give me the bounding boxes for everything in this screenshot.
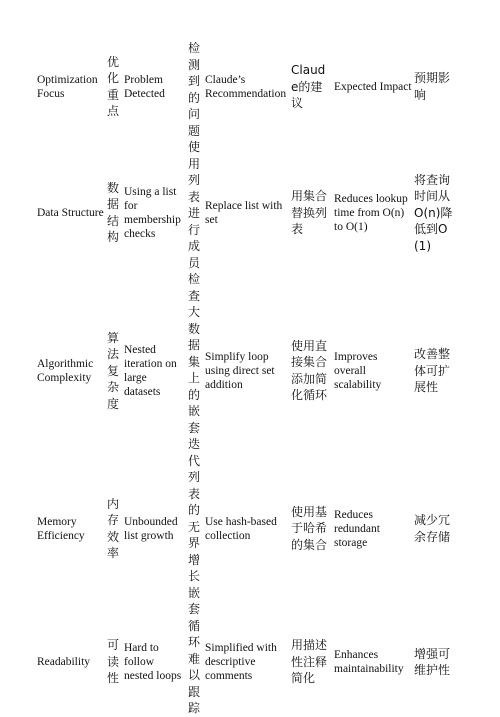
table-row bbox=[36, 450, 454, 608]
header-recommendation-zh: Claude的建议 bbox=[291, 63, 326, 111]
recommendation-zh-cell: 用描述性注释简化 bbox=[291, 638, 328, 686]
header-focus: Optimization Focus bbox=[37, 73, 98, 100]
problems-zh: 使用列表进行成员检查大数据集上的嵌套迭代列表的无界增长嵌套循环难以跟踪 bbox=[188, 140, 201, 715]
header-impact-zh: 预期影响 bbox=[414, 71, 451, 102]
impact-zh-cell: 减少冗余存储 bbox=[414, 513, 451, 544]
focus-zh-cell: 数据结构 bbox=[107, 180, 120, 245]
focus-zh-cell: 算法复杂度 bbox=[107, 330, 120, 411]
header-impact: Expected Impact bbox=[334, 80, 412, 93]
table-row bbox=[36, 292, 454, 450]
impact-cell: Reduces redundant storage bbox=[334, 508, 380, 549]
impact-zh-cell: 增强可维护性 bbox=[414, 646, 451, 678]
focus-zh-cell: 内存效率 bbox=[107, 496, 120, 561]
focus-cell: Data Structure bbox=[37, 206, 104, 219]
impact-zh-cell: 将查询时间从O(n)降低到O(1) bbox=[414, 172, 453, 253]
recommendation-cell: Use hash-based collection bbox=[205, 515, 277, 542]
focus-zh-cell: 可读性 bbox=[107, 638, 120, 686]
header-focus-zh: 优化重点 bbox=[107, 54, 120, 119]
recommendation-cell: Simplify loop using direct set addition bbox=[205, 350, 275, 391]
problem-cell: Using a list for membership checks bbox=[124, 185, 181, 240]
impact-cell: Reduces lookup time from O(n) to O(1) bbox=[334, 192, 408, 233]
header-problem: Problem Detected bbox=[124, 73, 165, 100]
table-row bbox=[36, 134, 454, 292]
focus-cell: Algorithmic Complexity bbox=[37, 357, 94, 384]
impact-cell: Enhances maintainability bbox=[334, 649, 404, 676]
recommendation-zh-cell: 用集合替换列表 bbox=[291, 189, 328, 237]
problem-cell: Unbounded list growth bbox=[124, 515, 178, 542]
focus-cell: Memory Efficiency bbox=[37, 515, 85, 542]
header-recommendation: Claude’s Recommendation bbox=[205, 73, 287, 100]
table-row bbox=[36, 608, 454, 717]
impact-cell: Improves overall scalability bbox=[334, 350, 382, 391]
recommendation-zh-cell: 使用直接集合添加简化循环 bbox=[291, 338, 328, 403]
header-problem-zh: 检测到的问题 bbox=[188, 41, 201, 138]
header-row bbox=[36, 40, 454, 134]
recommendation-cell: Simplified with descriptive comments bbox=[205, 642, 277, 683]
recommendation-cell: Replace list with set bbox=[205, 199, 283, 226]
problem-zh-column bbox=[187, 40, 204, 717]
impact-zh-cell: 改善整体可扩展性 bbox=[414, 347, 451, 395]
problem-cell: Nested iteration on large datasets bbox=[124, 343, 177, 398]
recommendation-zh-cell: 使用基于哈希的集合 bbox=[291, 504, 328, 552]
problem-cell: Hard to follow nested loops bbox=[124, 642, 182, 683]
focus-cell: Readability bbox=[37, 656, 91, 669]
optimization-table bbox=[36, 40, 454, 717]
